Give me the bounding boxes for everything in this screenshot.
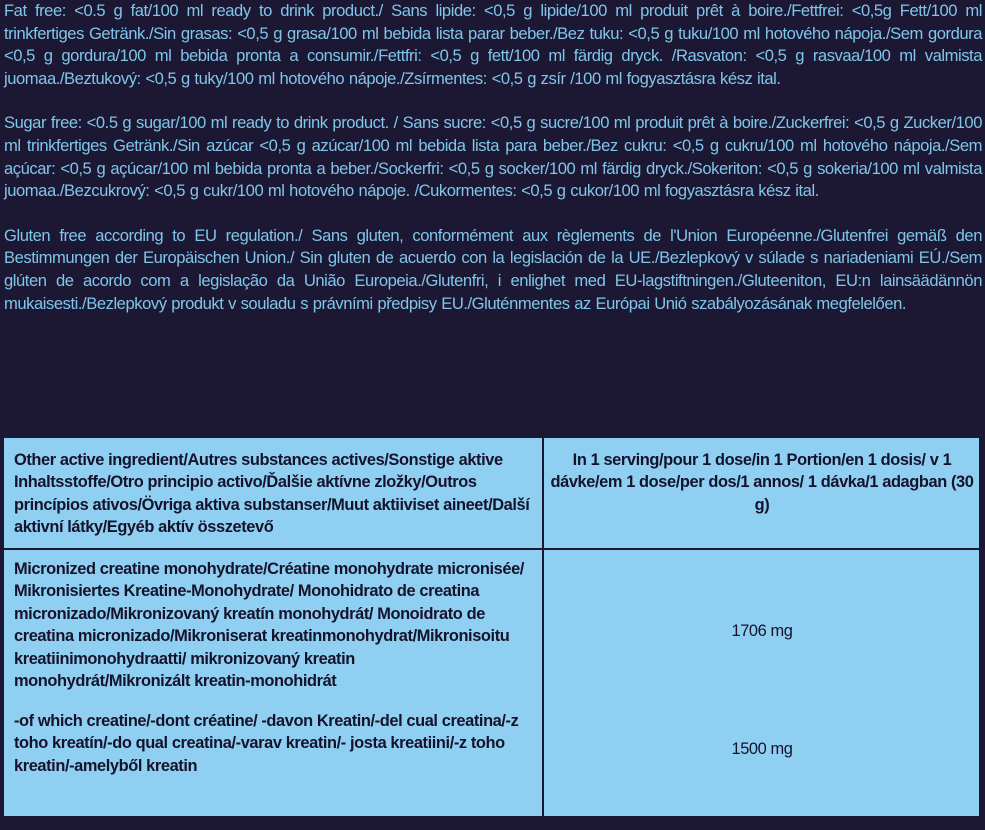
- table-row-amount: 1706 mg: [731, 622, 793, 640]
- table-row-amount: 1500 mg: [731, 740, 793, 758]
- header-ingredient-cell: Other active ingredient/Autres substances actives/Sonstige aktive Inhaltsstoffe/Otro principio activo/Ďalšie aktívne zložky/Outros princípios ativos/Övriga aktiva substanser/Muut aktiiviset aineet/Další aktivní látky/Egyéb aktív összetevő: [14, 451, 530, 537]
- fat-free-paragraph: Fat free: <0.5 g fat/100 ml ready to drink product./ Sans lipide: <0,5 g lipide/100 ml produit prêt à boire./Fettfrei: <0,5g Fett/100 ml trinkfertiges Getränk./Sin grasas: <0,5 g grasa/100 ml bebida lista parar beber./Bez tuku: <0,5 g tuku/100 ml hotového nápoja./Sem gordura <0,5 g gordura/100 ml bebida pronta a consumir./Fettfri: <0,5 g fett/100 ml färdig dryck. /Rasvaton: <0,5 g rasvaa/100 ml valmista juomaa./Beztukový: <0,5 g tuky/100 ml hotového nápoje./Zsírmentes: <0,5 g zsír /100 ml fogyasztásra kész ital.: [4, 1, 982, 88]
- table-header-row: [4, 438, 979, 550]
- active-ingredients-table: [3, 437, 980, 817]
- sugar-free-paragraph: Sugar free: <0.5 g sugar/100 ml ready to drink product. / Sans sucre: <0,5 g sucre/100 ml produit prêt à boire./Zuckerfrei: <0,5 g Zucker/100 ml trinkfertiges Getränk./Sin azúcar <0,5 g azúcar/100 ml bebida lista para beber./Bez cukru: <0,5 g cukru/100 ml hotového nápoja./Sem açúcar: <0,5 g açúcar/100 ml bebida pronta a beber./Sockerfri: <0,5 g socker/100 ml färdig dryck./Sokeriton: <0,5 g sokeria/100 ml valmista juomaa./Bezcukrový: <0,5 g cukr/100 ml hotového nápoje. /Cukormentes: <0,5 g cukor/100 ml fogyasztásra kész ital.: [4, 113, 982, 201]
- gluten-free-paragraph: Gluten free according to EU regulation./ Sans gluten, conformément aux règlements de l'Union Européenne./Glutenfrei gemäß den Bestimmungen der Europäischen Union./ Sin gluten de acuerdo con la legislación de la UE./Bezlepkový v súlade s nariadeniami EÚ./Sem glúten de acordo com a legislação da União Europeia./Glutenfri, i enlighet med EU-lagstiftningen./Gluteeniton, EU:n lainsäädännön mukaisesti./Bezlepkový produkt v souladu s právními předpisy EU./Gluténmentes az Európai Unió szabályozásának megfelelően.: [4, 225, 982, 313]
- table-row-ingredient: Micronized creatine monohydrate/Créatine monohydrate micronisée/ Mikronisiertes Kreatine-Monohydrate/ Monohidrato de creatina micronizado/Mikronizovaný kreatín monohydrát/ Monoidrato de creatina micronizado/Mikroniserat kreatinmonohydrat/Mikronisoitu kreatiinimonohydraatti/ mikronizovaný kreatin monohydrát/Mikronizált kreatin-monohidrát: [14, 560, 524, 691]
- table-body: [4, 550, 979, 830]
- label-text-block: [4, 0, 982, 337]
- header-serving-cell: In 1 serving/pour 1 dose/in 1 Portion/en 1 dosis/ v 1 dávke/em 1 dose/per dos/1 annos/ 1 dávka/1 adagban (30 g): [550, 451, 974, 514]
- table-row-ingredient: -of which creatine/-dont créatine/ -davon Kreatin/-del cual creatina/-z toho kreatín/-do qual creatina/-varav kreatin/- josta kreatiini/-z toho kreatin/-amelyből kreatin: [14, 712, 519, 775]
